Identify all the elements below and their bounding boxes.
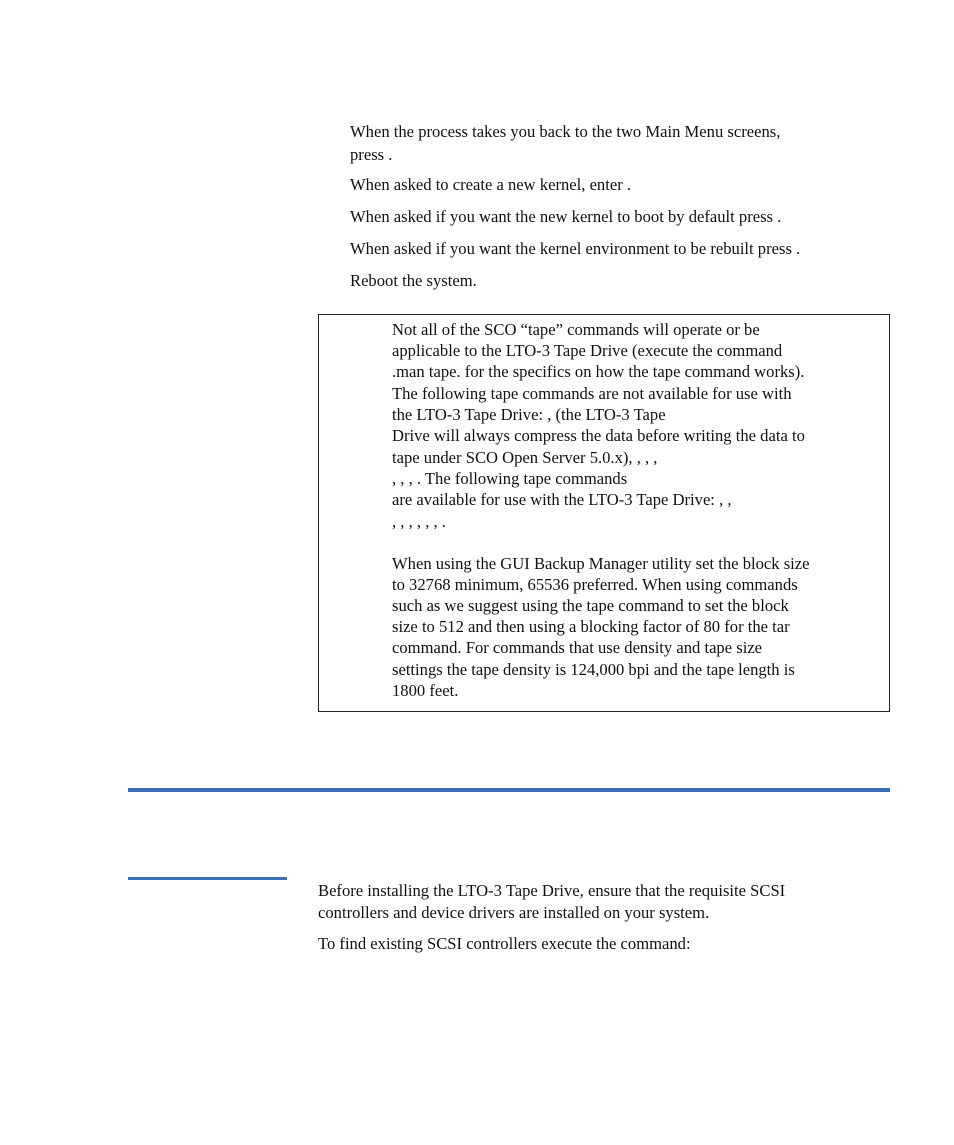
note-line: Not all of the SCO “tape” commands will operate or be xyxy=(392,320,760,339)
note-line: to 32768 minimum, 65536 preferred. When using commands xyxy=(392,575,798,594)
step-create-kernel: When asked to create a new kernel, enter . xyxy=(350,175,632,194)
note-line: .man tape. for the specifics on how the tape command works). xyxy=(392,362,805,381)
intro-line: Before installing the LTO-3 Tape Drive, ensure that the requisite SCSI xyxy=(318,881,786,900)
note-line: tape under SCO Open Server 5.0.x), , , , xyxy=(392,448,658,467)
note-line: The following tape commands are not available for use with xyxy=(392,384,792,403)
note-line: , , , , , , . xyxy=(392,512,446,531)
step-rebuild-environment: When asked if you want the kernel environment to be rebuilt press . xyxy=(350,239,801,258)
note-line: , , , . The following tape commands xyxy=(392,469,628,488)
step-main-menu-line2: press . xyxy=(350,145,393,164)
note-line: the LTO-3 Tape Drive: , (the LTO-3 Tape xyxy=(392,405,666,424)
note-line: settings the tape density is 124,000 bpi and the tape length is xyxy=(392,660,795,679)
section-divider xyxy=(128,788,890,792)
step-main-menu-line1: When the process takes you back to the two Main Menu screens, xyxy=(350,122,781,141)
subsection-divider xyxy=(128,877,287,880)
note-line: applicable to the LTO-3 Tape Drive (execute the command xyxy=(392,341,783,360)
find-controllers-text: To find existing SCSI controllers execute the command: xyxy=(318,934,691,953)
note-line: When using the GUI Backup Manager utility set the block size xyxy=(392,554,810,573)
note-line: 1800 feet. xyxy=(392,681,459,700)
note-line: size to 512 and then using a blocking factor of 80 for the tar xyxy=(392,617,790,636)
step-reboot: Reboot the system. xyxy=(350,271,477,290)
note-line: Drive will always compress the data before writing the data to xyxy=(392,426,805,445)
intro-line: controllers and device drivers are installed on your system. xyxy=(318,903,710,922)
note-line: such as we suggest using the tape command to set the block xyxy=(392,596,789,615)
note-line: are available for use with the LTO-3 Tape Drive: , , xyxy=(392,490,732,509)
note-line: command. For commands that use density and tape size xyxy=(392,638,763,657)
step-boot-default: When asked if you want the new kernel to boot by default press . xyxy=(350,207,782,226)
